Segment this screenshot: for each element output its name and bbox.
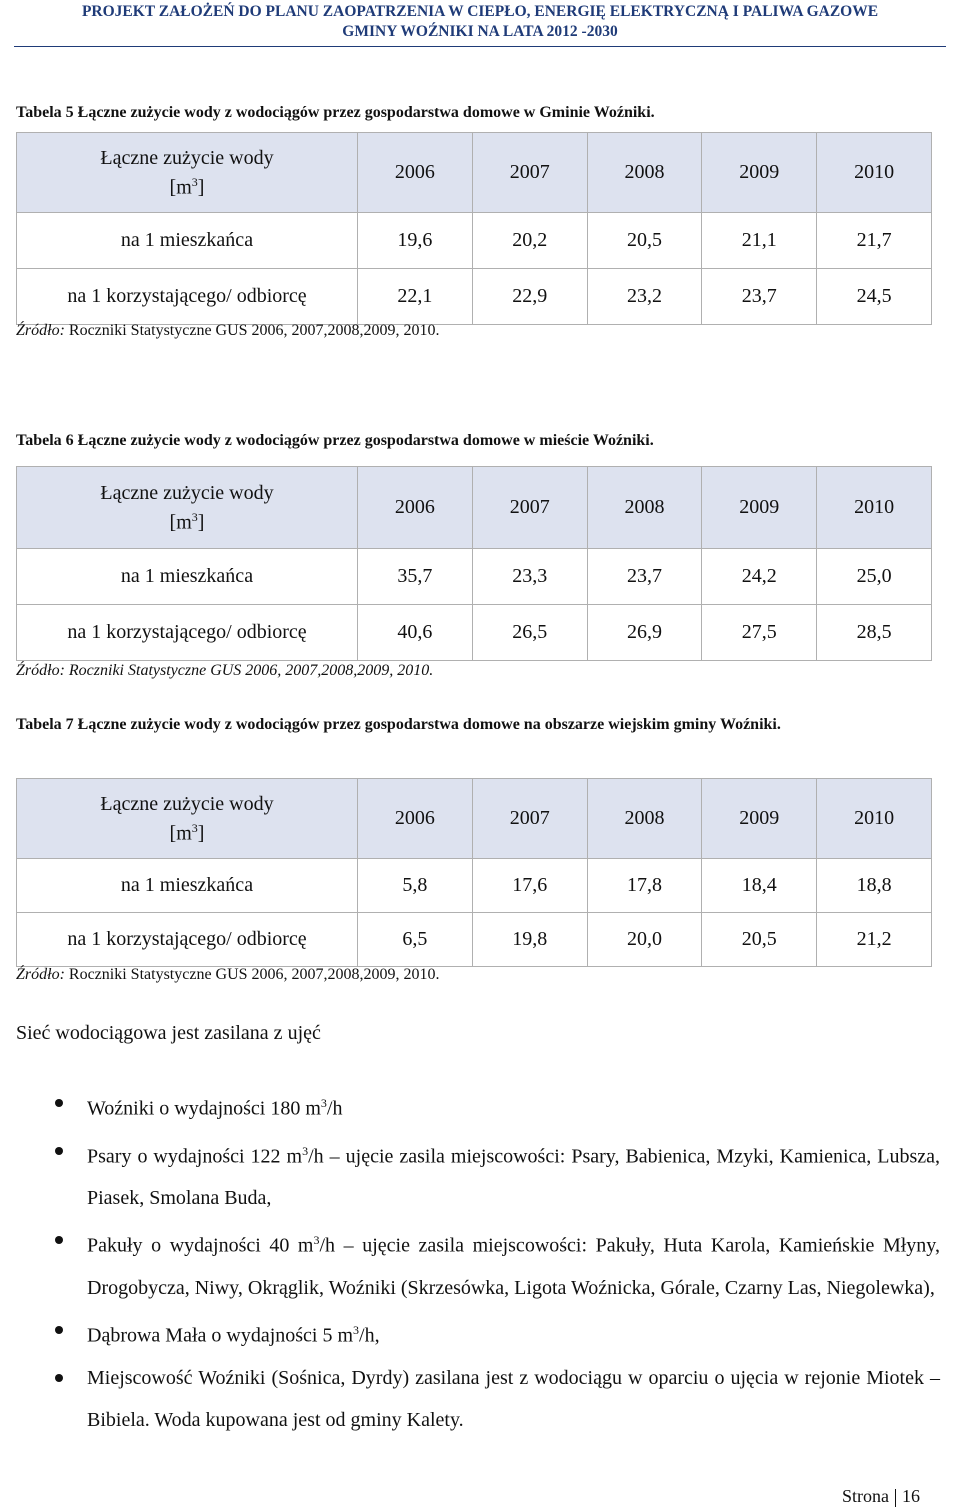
value-cell: 25,0 xyxy=(817,549,932,605)
bullet-icon xyxy=(55,1326,63,1334)
row-label: na 1 korzystającego/ odbiorcę xyxy=(17,269,358,325)
bullet-icon xyxy=(55,1374,63,1382)
table-row xyxy=(17,605,932,661)
header-rule xyxy=(14,46,946,47)
value-cell: 5,8 xyxy=(358,859,473,913)
list-item: Woźniki o wydajności 180 $m^3/h$ xyxy=(0,1082,940,1130)
value-cell: 21,7 xyxy=(817,213,932,269)
value-cell: 6,5 xyxy=(358,913,473,967)
year-cell: 2007 xyxy=(472,779,587,859)
table-row xyxy=(17,213,932,269)
header-line-2: GMINY WOŹNIKI NA LATA 2012 -2030 xyxy=(342,23,618,40)
table-header-row xyxy=(17,133,932,213)
year-cell: 2008 xyxy=(587,133,702,213)
page-footer xyxy=(842,1486,920,1507)
table-7 xyxy=(16,778,932,967)
table-header-label: Łączne zużycie wody $[m^3]$ xyxy=(17,133,358,213)
value-cell: 19,8 xyxy=(472,913,587,967)
table-header-row xyxy=(17,467,932,549)
value-cell: 21,1 xyxy=(702,213,817,269)
list-item: Miejscowość Woźniki (Sośnica, Dyrdy) zasilana jest z wodociągu w oparciu o ujęcia w rejonie Miotek – Bibiela. Woda kupowana jest od gminy Kalety. xyxy=(0,1357,940,1441)
value-cell: 20,5 xyxy=(702,913,817,967)
year-cell: 2007 xyxy=(472,133,587,213)
table-header-row xyxy=(17,779,932,859)
value-cell: 24,5 xyxy=(817,269,932,325)
value-cell: 23,7 xyxy=(702,269,817,325)
value-cell: 23,2 xyxy=(587,269,702,325)
value-cell: 20,0 xyxy=(587,913,702,967)
table-7-caption: Tabela 7 Łączne zużycie wody z wodociągów przez gospodarstwa domowe na obszarze wiejskim gminy Woźniki. xyxy=(16,716,781,733)
header-line-1: PROJEKT ZAŁOŻEŃ DO PLANU ZAOPATRZENIA W CIEPŁO, ENERGIĘ ELEKTRYCZNĄ I PALIWA GAZOWE xyxy=(81,3,879,20)
value-cell: 22,9 xyxy=(472,269,587,325)
value-cell: 20,5 xyxy=(587,213,702,269)
list-item: Dąbrowa Mała o wydajności 5 $m^3/h$, xyxy=(0,1309,940,1357)
table-row xyxy=(17,549,932,605)
year-cell: 2010 xyxy=(817,467,932,549)
table-6-caption: Tabela 6 Łączne zużycie wody z wodociągów przez gospodarstwa domowe w mieście Woźniki. xyxy=(16,432,654,449)
row-label: na 1 mieszkańca xyxy=(17,549,358,605)
document-header xyxy=(0,2,960,42)
table-5-caption: Tabela 5 Łączne zużycie wody z wodociągów przez gospodarstwa domowe w Gminie Woźniki. xyxy=(16,104,655,121)
page-label: Strona xyxy=(842,1486,889,1506)
intro-paragraph: Sieć wodociągowa jest zasilana z ujęć xyxy=(16,1022,321,1044)
year-cell: 2006 xyxy=(358,779,473,859)
year-cell: 2009 xyxy=(702,133,817,213)
value-cell: 24,2 xyxy=(702,549,817,605)
value-cell: 21,2 xyxy=(817,913,932,967)
value-cell: 28,5 xyxy=(817,605,932,661)
list-item: Pakuły o wydajności 40 $m^3/h$ – ujęcie zasila miejscowości: Pakuły, Huta Karola, Kamieńskie Młyny, Drogobycza, Niwy, Okrąglik, Woźniki (Skrzesówka, Ligota Woźnicka, Górale, Czarny Las, Niegolewka), xyxy=(0,1219,940,1309)
year-cell: 2008 xyxy=(587,779,702,859)
year-cell: 2010 xyxy=(817,133,932,213)
table-row xyxy=(17,913,932,967)
year-cell: 2007 xyxy=(472,467,587,549)
value-cell: 17,8 xyxy=(587,859,702,913)
row-label: na 1 korzystającego/ odbiorcę xyxy=(17,913,358,967)
year-cell: 2008 xyxy=(587,467,702,549)
water-intake-list xyxy=(0,1082,940,1441)
table-header-label: Łączne zużycie wody $[m^3]$ xyxy=(17,467,358,549)
value-cell: 20,2 xyxy=(472,213,587,269)
value-cell: 40,6 xyxy=(358,605,473,661)
value-cell: 23,3 xyxy=(472,549,587,605)
table-7-source: Źródło: Roczniki Statystyczne GUS 2006, 2007,2008,2009, 2010. xyxy=(16,966,440,983)
year-cell: 2006 xyxy=(358,133,473,213)
list-item: Psary o wydajności 122 $m^3/h$ – ujęcie zasila miejscowości: Psary, Babienica, Mzyki, Kamienica, Lubsza, Piasek, Smolana Buda, xyxy=(0,1130,940,1220)
table-6 xyxy=(16,466,932,661)
table-row xyxy=(17,859,932,913)
value-cell: 18,8 xyxy=(817,859,932,913)
value-cell: 35,7 xyxy=(358,549,473,605)
value-cell: 17,6 xyxy=(472,859,587,913)
value-cell: 26,9 xyxy=(587,605,702,661)
table-5-source: Źródło: Roczniki Statystyczne GUS 2006, 2007,2008,2009, 2010. xyxy=(16,322,440,339)
value-cell: 19,6 xyxy=(358,213,473,269)
year-cell: 2010 xyxy=(817,779,932,859)
bullet-icon xyxy=(55,1099,63,1107)
table-5 xyxy=(16,132,932,325)
value-cell: 18,4 xyxy=(702,859,817,913)
value-cell: 27,5 xyxy=(702,605,817,661)
year-cell: 2006 xyxy=(358,467,473,549)
year-cell: 2009 xyxy=(702,467,817,549)
footer-divider xyxy=(895,1489,896,1507)
row-label: na 1 mieszkańca xyxy=(17,213,358,269)
bullet-icon xyxy=(55,1236,63,1244)
table-header-label: Łączne zużycie wody $[m^3]$ xyxy=(17,779,358,859)
value-cell: 26,5 xyxy=(472,605,587,661)
table-row xyxy=(17,269,932,325)
row-label: na 1 korzystającego/ odbiorcę xyxy=(17,605,358,661)
year-cell: 2009 xyxy=(702,779,817,859)
value-cell: 23,7 xyxy=(587,549,702,605)
bullet-icon xyxy=(55,1147,63,1155)
value-cell: 22,1 xyxy=(358,269,473,325)
table-6-source: Źródło: Roczniki Statystyczne GUS 2006, 2007,2008,2009, 2010. xyxy=(16,662,434,679)
page-number: 16 xyxy=(902,1486,920,1506)
row-label: na 1 mieszkańca xyxy=(17,859,358,913)
